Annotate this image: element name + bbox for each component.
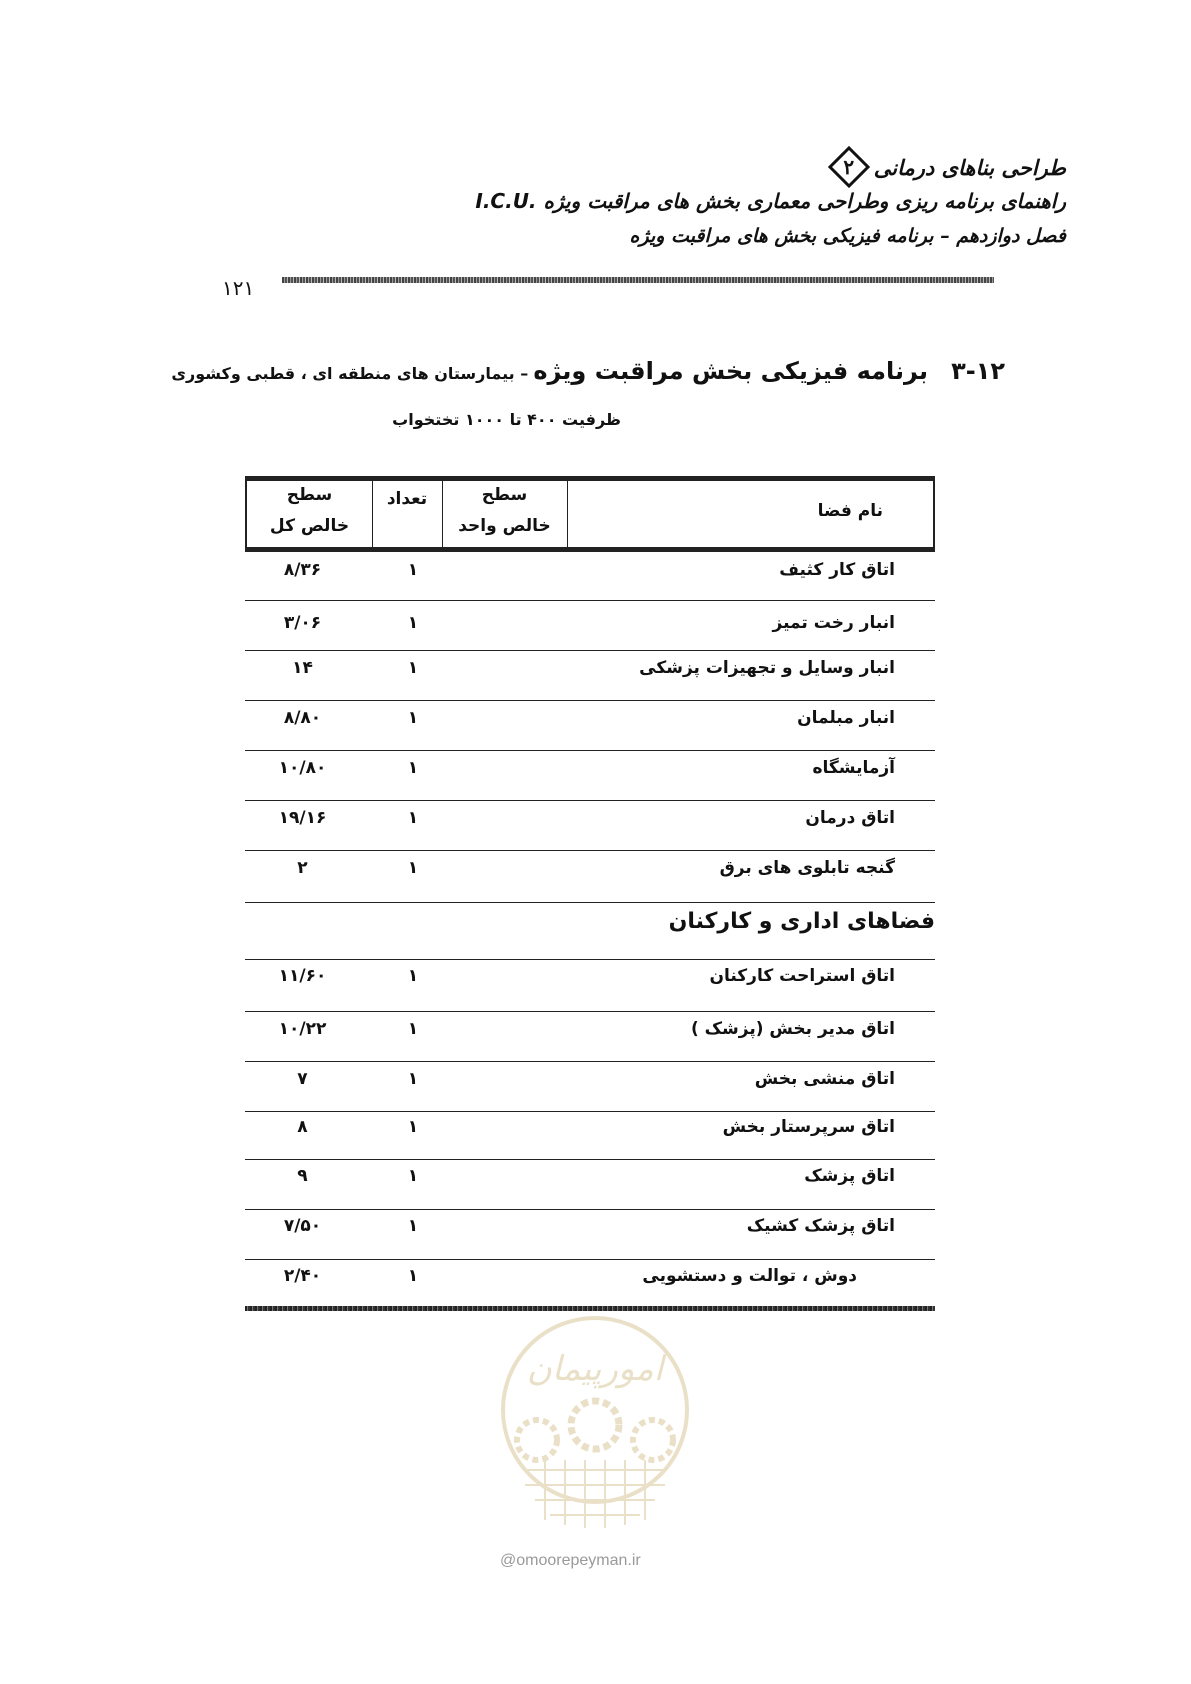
row-total-area: ۱۴: [292, 658, 313, 678]
row-name: انبار رخت تمیز: [772, 613, 895, 633]
row-name: اتاق درمان: [805, 808, 895, 828]
table-row: [245, 701, 935, 751]
row-count: ۱: [407, 560, 419, 580]
section-subtitle: – بیمارستان های منطقه ای ، قطبی وکشوری: [171, 364, 529, 383]
guide-title: راهنمای برنامه ریزی وطراحی معماری بخش های مراقبت ویژه: [543, 189, 1066, 213]
row-total-area: ۳/۰۶: [283, 613, 322, 633]
col-header-name: نام فضا: [817, 501, 883, 521]
row-count: ۱: [407, 966, 419, 986]
row-name: اتاق پزشک کشیک: [746, 1216, 895, 1236]
header-rule: [282, 277, 994, 283]
table-row: [245, 556, 935, 601]
col-header-total-area-2: خالص کل: [269, 516, 350, 536]
row-name: اتاق کار کثیف: [779, 560, 895, 580]
row-total-area: ۱۰/۲۲: [278, 1019, 327, 1039]
capacity-note: ظرفیت ۴۰۰ تا ۱۰۰۰ تختخواب: [392, 410, 621, 429]
row-total-area: ۸/۸۰: [283, 708, 322, 728]
row-count: ۱: [407, 1019, 419, 1039]
row-count: ۱: [407, 1069, 419, 1089]
row-name: اتاق مدیر بخش (پزشک ): [690, 1019, 895, 1039]
row-total-area: ۲/۴۰: [283, 1266, 322, 1286]
row-count: ۱: [407, 758, 419, 778]
row-name: دوش ، توالت و دستشویی: [642, 1266, 857, 1286]
row-total-area: ۷/۵۰: [283, 1216, 322, 1236]
row-name: اتاق استراحت کارکنان: [709, 966, 895, 986]
row-total-area: ۹: [297, 1166, 308, 1186]
volume-number: ۲: [843, 155, 855, 179]
row-count: ۱: [407, 858, 419, 878]
table-row: [245, 1012, 935, 1062]
row-count: ۱: [407, 658, 419, 678]
row-total-area: ۱۰/۸۰: [278, 758, 327, 778]
row-name: اتاق سرپرستار بخش: [722, 1117, 895, 1137]
row-name: انبار وسایل و تجهیزات پزشکی: [639, 658, 895, 678]
col-header-count: تعداد: [386, 489, 428, 509]
page-number: ۱۲۱: [222, 276, 255, 300]
table-row: [245, 1210, 935, 1260]
row-total-area: ۱۹/۱۶: [278, 808, 327, 828]
table-row: [245, 651, 935, 701]
col-header-total-area-1: سطح: [286, 485, 333, 505]
row-name: گنجه تابلوی های برق: [719, 858, 895, 878]
row-count: ۱: [407, 1216, 419, 1236]
volume-badge: [828, 146, 870, 188]
row-total-area: ۷: [297, 1069, 308, 1089]
table-row: [245, 1260, 935, 1306]
table-row: [245, 960, 935, 1012]
row-name: اتاق منشی بخش: [754, 1069, 895, 1089]
table-subheading: فضاهای اداری و کارکنان: [668, 909, 935, 934]
row-name: انبار مبلمان: [797, 708, 895, 728]
row-total-area: ۸: [297, 1117, 308, 1137]
table-row: [245, 1112, 935, 1160]
row-count: ۱: [407, 613, 419, 633]
row-name: آزمایشگاه: [812, 758, 895, 778]
watermark-logo-text: امورپیمان: [526, 1349, 664, 1389]
book-title: طراحی بناهای درمانی: [873, 154, 1066, 180]
watermark-caption: @omoorepeyman.ir: [500, 1552, 641, 1569]
table-row: [245, 1062, 935, 1112]
row-count: ۱: [407, 708, 419, 728]
column-divider: [567, 481, 568, 547]
table-row: [245, 801, 935, 851]
row-count: ۱: [407, 808, 419, 828]
row-total-area: ۲: [297, 858, 308, 878]
table-row: [245, 851, 935, 903]
table-row: [245, 601, 935, 651]
table-row: [245, 751, 935, 801]
row-count: ۱: [407, 1166, 419, 1186]
table-header: [245, 476, 935, 552]
row-total-area: ۸/۳۶: [283, 560, 322, 580]
book-title-line: [828, 146, 1066, 188]
watermark-logo: [495, 1310, 695, 1550]
col-header-unit-area-2: خالص واحد: [458, 516, 551, 536]
guide-abbrev: I.C.U.: [475, 189, 537, 213]
row-count: ۱: [407, 1266, 419, 1286]
section-main-title: برنامه فیزیکی بخش مراقبت ویژه: [533, 357, 928, 385]
row-name: اتاق پزشک: [804, 1166, 895, 1186]
building-grid-icon: [525, 1460, 665, 1528]
gear-icon: [517, 1401, 673, 1460]
chapter-title: فصل دوازدهم – برنامه فیزیکی بخش های مراقبت ویژه: [629, 225, 1066, 247]
section-number: ۳-۱۲: [951, 357, 1005, 385]
table-row: [245, 1160, 935, 1210]
row-count: ۱: [407, 1117, 419, 1137]
col-header-unit-area-1: سطح: [481, 485, 528, 505]
section-title: [171, 357, 1005, 385]
guide-title-line: [475, 189, 1066, 213]
table-subheading-row: [245, 903, 935, 960]
row-total-area: ۱۱/۶۰: [278, 966, 327, 986]
